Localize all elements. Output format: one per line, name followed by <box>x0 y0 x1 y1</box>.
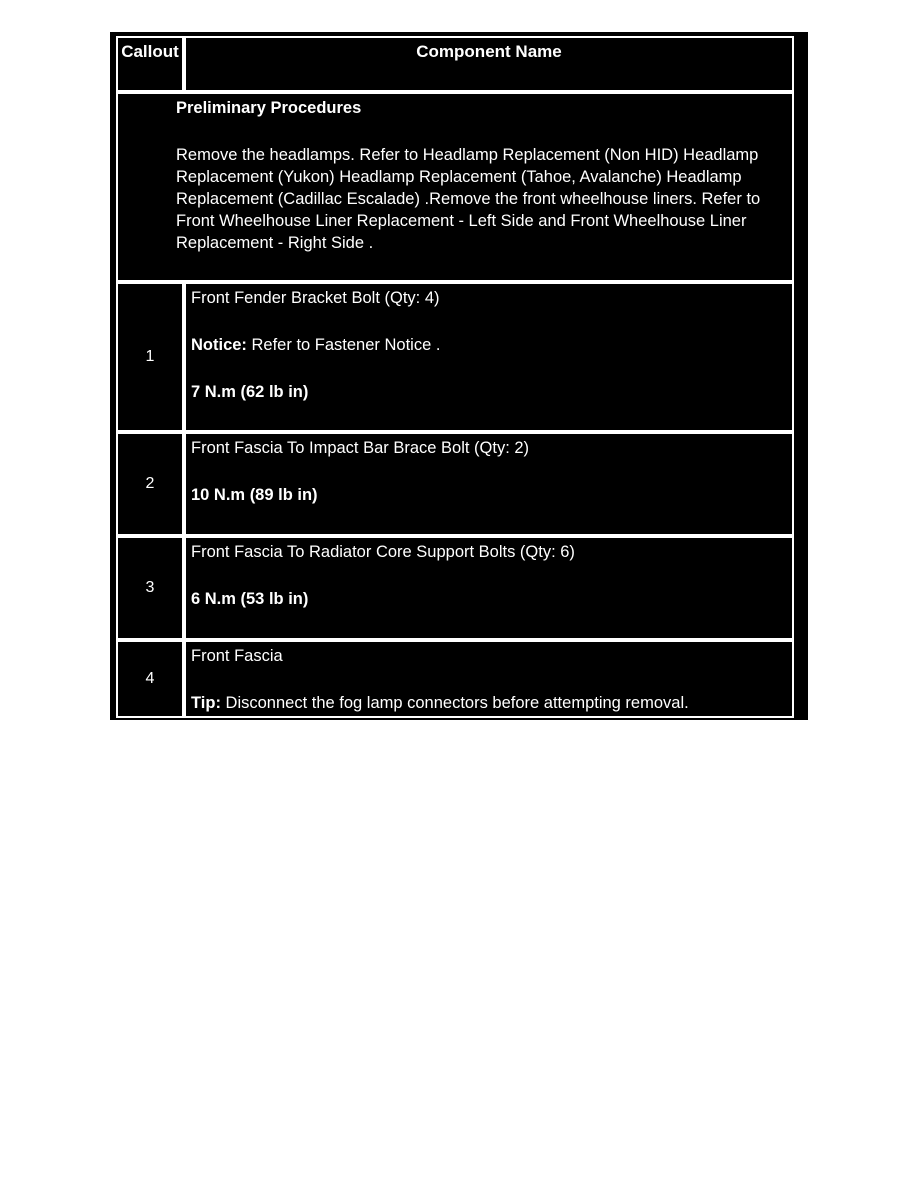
callout-number-2 <box>116 432 184 536</box>
preliminary-procedures-text: Remove the headlamps. Refer to Headlamp Replacement (Non HID) Headlamp Replacement (Yukon) Headlamp Replacement (Tahoe, Avalanche) Headlamp Replacement (Cadillac Escalade) .Remove the front wheelhouse liners. Refer to Front Wheelhouse Liner Replacement - Left Side and Front Wheelhouse Liner Replacement - Right Side . <box>176 146 761 252</box>
torque-spec: 10 N.m (89 lb in) <box>191 486 318 504</box>
component-name: Front Fascia To Impact Bar Brace Bolt (Qty: 2) <box>191 439 530 457</box>
component-name-column-header: Component Name <box>184 36 794 92</box>
callout-number-text: 4 <box>145 670 155 687</box>
component-row-3 <box>184 536 794 640</box>
preliminary-procedures-cell <box>116 92 794 282</box>
component-table <box>110 32 808 720</box>
notice-line <box>191 334 788 356</box>
callout-number-3 <box>116 536 184 640</box>
callout-number-4 <box>116 640 184 718</box>
callout-number-text: 3 <box>145 579 155 596</box>
component-row-2 <box>184 432 794 536</box>
component-row-1 <box>184 282 794 432</box>
callout-column-header: Callout <box>116 36 184 92</box>
tip-line <box>191 692 788 714</box>
callout-number-text: 1 <box>145 348 155 365</box>
notice-text: Refer to Fastener Notice . <box>246 336 441 354</box>
tip-text: Disconnect the fog lamp connectors before attempting removal. <box>220 694 689 712</box>
callout-number-1 <box>116 282 184 432</box>
tip-label: Tip: <box>191 694 221 712</box>
torque-spec: 6 N.m (53 lb in) <box>191 590 309 608</box>
callout-number-text: 2 <box>145 475 155 492</box>
notice-label: Notice: <box>191 336 247 354</box>
component-row-4 <box>184 640 794 718</box>
preliminary-procedures-title: Preliminary Procedures <box>176 99 362 117</box>
component-name: Front Fascia <box>191 647 283 665</box>
component-name: Front Fascia To Radiator Core Support Bolts (Qty: 6) <box>191 543 575 561</box>
component-name: Front Fender Bracket Bolt (Qty: 4) <box>191 289 440 307</box>
torque-spec: 7 N.m (62 lb in) <box>191 383 309 401</box>
